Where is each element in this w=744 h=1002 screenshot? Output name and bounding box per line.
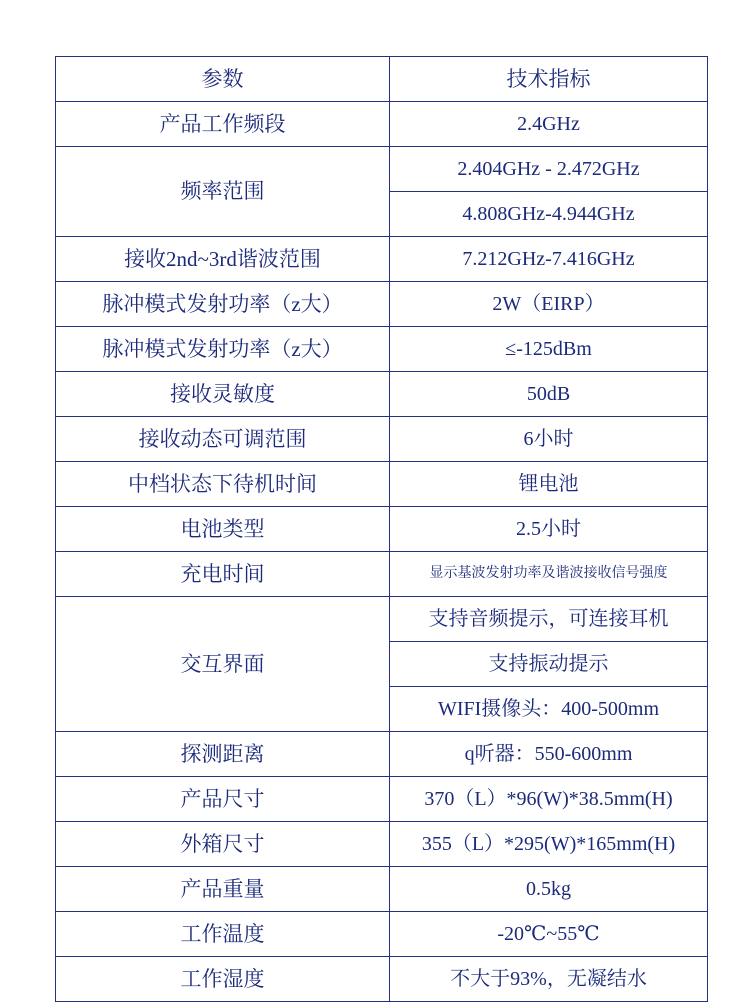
row-param: 接收2nd~3rd谐波范围: [56, 237, 390, 282]
row-param: 外箱尺寸: [56, 822, 390, 867]
row-param: 接收动态可调范围: [56, 417, 390, 462]
row-value: 2.404GHz - 2.472GHz: [390, 147, 708, 192]
row-value: 支持振动提示: [390, 642, 708, 687]
row-param: 接收灵敏度: [56, 372, 390, 417]
table-row: [56, 597, 708, 642]
row-value: 2.4GHz: [390, 102, 708, 147]
row-param: 产品重量: [56, 867, 390, 912]
table-row: [56, 147, 708, 192]
row-param: 中档状态下待机时间: [56, 462, 390, 507]
table-header-param: 参数: [56, 57, 390, 102]
table-header-row: [56, 57, 708, 102]
table-row: [56, 372, 708, 417]
row-value: 0.5kg: [390, 867, 708, 912]
table-row: [56, 732, 708, 777]
table-row: [56, 102, 708, 147]
row-param: 工作温度: [56, 912, 390, 957]
table-row: [56, 912, 708, 957]
row-value: 370（L）*96(W)*38.5mm(H): [390, 777, 708, 822]
row-value: 支持音频提示，可连接耳机: [390, 597, 708, 642]
row-param: 脉冲模式发射功率（z大）: [56, 282, 390, 327]
row-param: 充电时间: [56, 552, 390, 597]
row-value: WIFI摄像头：400-500mm: [390, 687, 708, 732]
row-param: 脉冲模式发射功率（z大）: [56, 327, 390, 372]
table-row: [56, 417, 708, 462]
row-value: ≤-125dBm: [390, 327, 708, 372]
row-param: 探测距离: [56, 732, 390, 777]
row-param: 工作湿度: [56, 957, 390, 1002]
row-param: 交互界面: [56, 597, 390, 732]
row-value: 6小时: [390, 417, 708, 462]
table-row: [56, 462, 708, 507]
table-row: [56, 507, 708, 552]
table-row: [56, 237, 708, 282]
row-value: 4.808GHz-4.944GHz: [390, 192, 708, 237]
row-value: -20℃~55℃: [390, 912, 708, 957]
table-header-value: 技术指标: [390, 57, 708, 102]
row-param: 产品尺寸: [56, 777, 390, 822]
row-param: 电池类型: [56, 507, 390, 552]
row-value: 2W（EIRP）: [390, 282, 708, 327]
row-value: 2.5小时: [390, 507, 708, 552]
row-value: 显示基波发射功率及谐波接收信号强度: [390, 552, 708, 597]
row-param: 产品工作频段: [56, 102, 390, 147]
table-row: [56, 282, 708, 327]
table-row: [56, 822, 708, 867]
row-value: q听器：550-600mm: [390, 732, 708, 777]
table-row: [56, 867, 708, 912]
table-body: [56, 57, 708, 1002]
specification-table: [55, 56, 708, 1002]
table-row: [56, 327, 708, 372]
row-value: 锂电池: [390, 462, 708, 507]
table-row: [56, 957, 708, 1002]
row-value: 7.212GHz-7.416GHz: [390, 237, 708, 282]
row-param: 频率范围: [56, 147, 390, 237]
table-row: [56, 552, 708, 597]
row-value: 50dB: [390, 372, 708, 417]
row-value: 355（L）*295(W)*165mm(H): [390, 822, 708, 867]
row-value: 不大于93%，无凝结水: [390, 957, 708, 1002]
table-row: [56, 777, 708, 822]
